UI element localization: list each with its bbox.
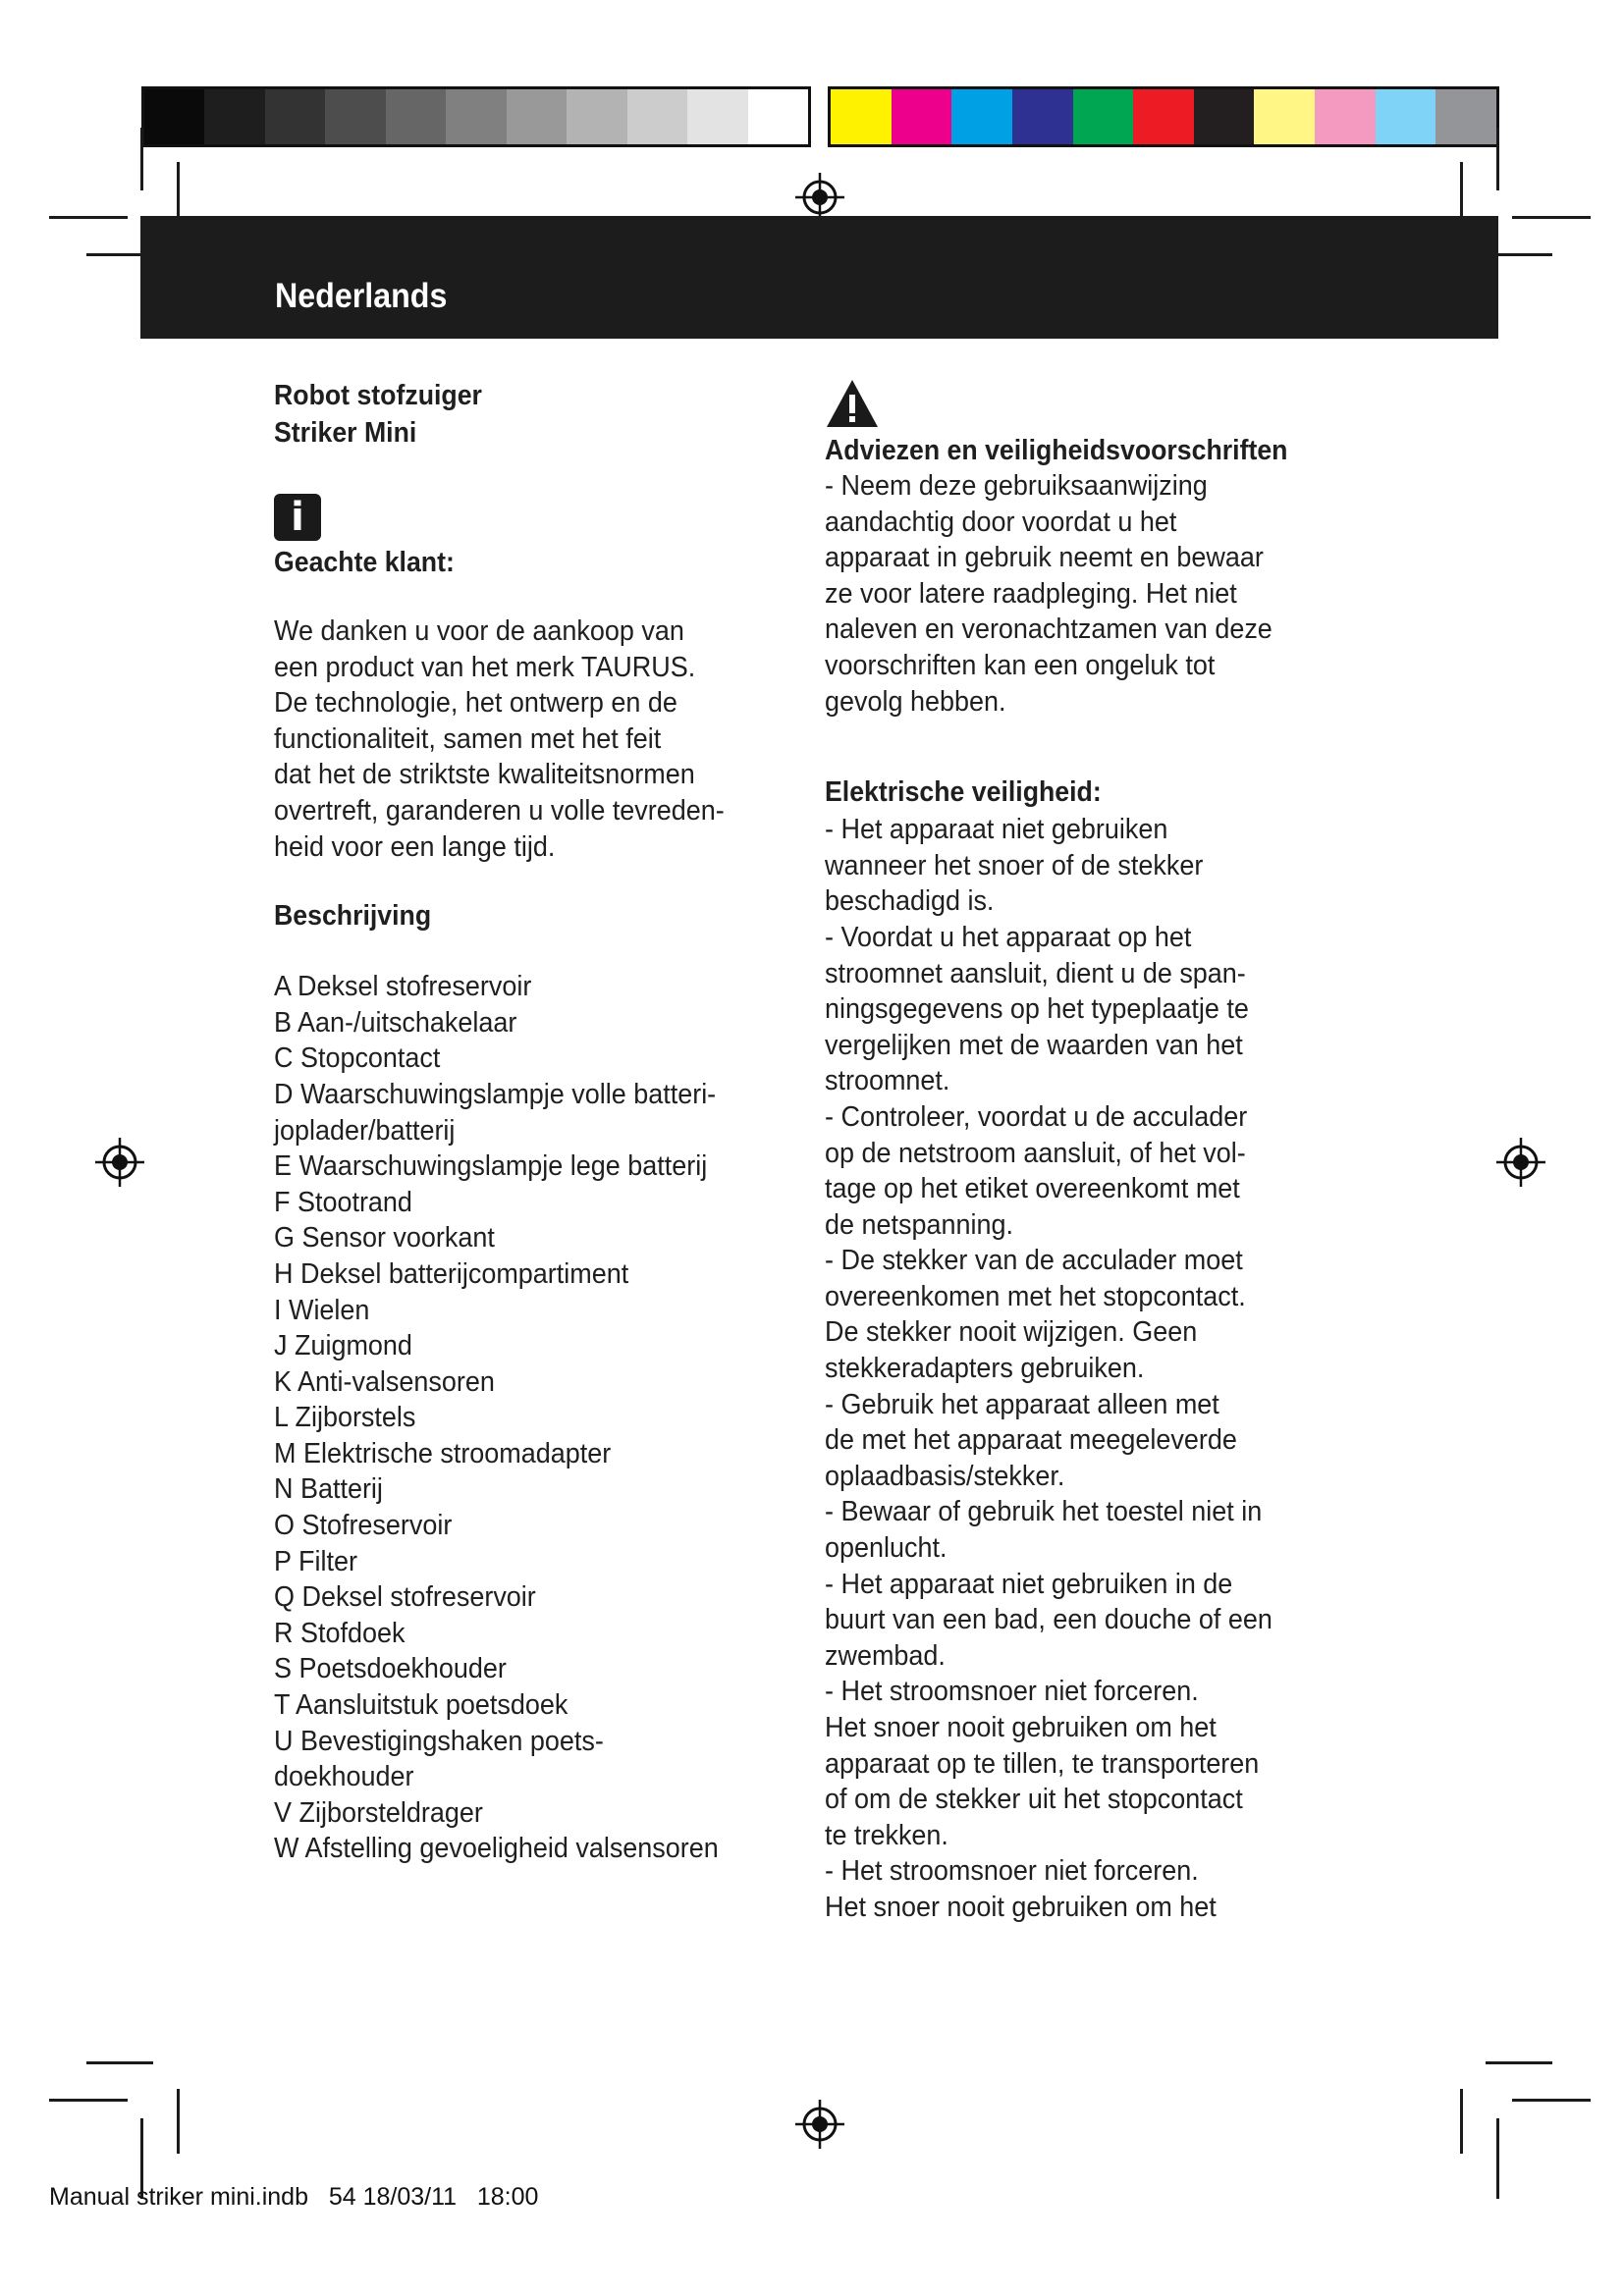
list-item: M Elektrische stroomadapter — [274, 1437, 612, 1469]
text-line: stekkeradapters gebruiken. — [825, 1353, 1145, 1385]
text-line: De stekker nooit wijzigen. Geen — [825, 1316, 1198, 1349]
crop-mark — [1512, 2099, 1591, 2102]
gray-swatch — [325, 89, 385, 144]
list-item: C Stopcontact — [274, 1042, 441, 1075]
text-line: We danken u voor de aankoop van — [274, 615, 684, 647]
text-line: functionaliteit, samen met het feit — [274, 722, 662, 755]
color-swatch — [892, 89, 952, 144]
list-item: N Batterij — [274, 1473, 383, 1506]
list-item: doekhouder — [274, 1761, 414, 1793]
intro-paragraph — [274, 614, 785, 865]
gray-swatch — [386, 89, 446, 144]
gray-swatch — [144, 89, 204, 144]
product-type: Robot stofzuiger — [274, 380, 482, 411]
language-title: Nederlands — [275, 277, 448, 315]
list-item: D Waarschuwingslampje volle batteri- — [274, 1078, 717, 1110]
text-line: gevolg hebben. — [825, 685, 1006, 718]
color-swatch — [831, 89, 892, 144]
crop-mark — [1460, 2089, 1463, 2154]
list-item: I Wielen — [274, 1294, 370, 1326]
color-calibration-bar — [828, 86, 1499, 147]
crop-mark — [177, 2089, 180, 2154]
list-item: L Zijborstels — [274, 1402, 416, 1434]
text-line: voorschriften kan een ongeluk tot — [825, 649, 1216, 681]
text-line: zwembad. — [825, 1639, 946, 1672]
text-line: overeenkomen met het stopcontact. — [825, 1280, 1246, 1312]
list-item: F Stootrand — [274, 1186, 412, 1218]
color-swatch — [1012, 89, 1073, 144]
text-line: ningsgegevens op het typeplaatje te — [825, 993, 1249, 1026]
gray-swatch — [748, 89, 808, 144]
text-line: aandachtig door voordat u het — [825, 506, 1177, 538]
color-swatch — [1254, 89, 1315, 144]
text-line: overtreft, garanderen u volle tevreden- — [274, 794, 725, 827]
list-item: K Anti-valsensoren — [274, 1365, 495, 1398]
warning-icon — [825, 378, 880, 429]
gray-swatch — [446, 89, 506, 144]
greeting-heading: Geachte klant: — [274, 547, 455, 578]
text-line: tage op het etiket overeenkomt met — [825, 1173, 1240, 1205]
list-item: E Waarschuwingslampje lege batterij — [274, 1150, 708, 1183]
crop-mark — [49, 2099, 128, 2102]
list-item: P Filter — [274, 1545, 357, 1577]
text-line: stroomnet aansluit, dient u de span- — [825, 957, 1246, 989]
color-swatch — [951, 89, 1012, 144]
language-header-band — [140, 216, 1498, 339]
text-line: oplaadbasis/stekker. — [825, 1460, 1065, 1492]
text-line: wanneer het snoer of de stekker — [825, 849, 1204, 881]
list-item: A Deksel stofreservoir — [274, 971, 532, 1003]
text-line: stroomnet. — [825, 1065, 950, 1097]
text-line: - Het apparaat niet gebruiken — [825, 814, 1168, 846]
text-line: op de netstroom aansluit, of het vol- — [825, 1137, 1246, 1169]
list-item: Q Deksel stofreservoir — [274, 1581, 536, 1614]
registration-mark-icon — [793, 2098, 846, 2151]
text-line: vergelijken met de waarden van het — [825, 1029, 1243, 1061]
grayscale-calibration-bar — [141, 86, 811, 147]
text-line: - Gebruik het apparaat alleen met — [825, 1388, 1219, 1420]
text-line: - Het apparaat niet gebruiken in de — [825, 1568, 1233, 1600]
text-line: - De stekker van de acculader moet — [825, 1245, 1243, 1277]
list-item: G Sensor voorkant — [274, 1222, 495, 1255]
list-item: S Poetsdoekhouder — [274, 1653, 507, 1685]
text-line: apparaat op te tillen, te transporteren — [825, 1747, 1260, 1780]
color-swatch — [1315, 89, 1376, 144]
list-item: J Zuigmond — [274, 1330, 412, 1362]
gray-swatch — [627, 89, 687, 144]
color-swatch — [1194, 89, 1255, 144]
crop-mark — [1496, 128, 1499, 190]
registration-mark-icon — [93, 1136, 146, 1189]
text-line: Het snoer nooit gebruiken om het — [825, 1712, 1217, 1743]
text-line: naleven en veronachtzamen van deze — [825, 614, 1272, 646]
parts-list — [274, 969, 785, 1867]
list-item: U Bevestigingshaken poets- — [274, 1725, 604, 1757]
text-line: heid voor een lange tijd. — [274, 830, 556, 863]
text-line: of om de stekker uit het stopcontact — [825, 1784, 1243, 1816]
info-icon: i — [274, 494, 321, 541]
list-item: T Aansluitstuk poetsdoek — [274, 1689, 568, 1722]
text-line: De technologie, het ontwerp en de — [274, 687, 677, 720]
crop-mark — [1496, 2118, 1499, 2199]
electric-safety-paragraph — [825, 812, 1335, 1925]
registration-mark-icon — [1494, 1136, 1547, 1189]
text-line: apparaat in gebruik neemt en bewaar — [825, 542, 1264, 574]
text-line: de met het apparaat meegeleverde — [825, 1424, 1237, 1457]
left-column — [274, 378, 785, 1867]
list-item: R Stofdoek — [274, 1617, 406, 1649]
text-line: beschadigd is. — [825, 885, 995, 918]
crop-mark — [86, 2061, 153, 2064]
gray-swatch — [687, 89, 747, 144]
text-line: een product van het merk TAURUS. — [274, 651, 696, 683]
print-slug: Manual striker mini.indb 54 18/03/11 18:00 — [49, 2183, 539, 2211]
safety-heading: Adviezen en veiligheidsvoorschriften — [825, 435, 1288, 466]
list-item: joplader/batterij — [274, 1114, 456, 1147]
text-line: te trekken. — [825, 1819, 948, 1851]
text-line: - Het stroomsnoer niet forceren. — [825, 1855, 1199, 1888]
text-line: - Neem deze gebruiksaanwijzing — [825, 470, 1208, 502]
list-item: B Aan-/uitschakelaar — [274, 1006, 517, 1039]
crop-mark — [49, 216, 128, 219]
text-line: - Voordat u het apparaat op het — [825, 921, 1192, 953]
gray-swatch — [567, 89, 626, 144]
text-line: - Het stroomsnoer niet forceren. — [825, 1676, 1199, 1708]
gray-swatch — [265, 89, 325, 144]
crop-mark — [1512, 216, 1591, 219]
color-swatch — [1133, 89, 1194, 144]
gray-swatch — [204, 89, 264, 144]
product-model: Striker Mini — [274, 417, 417, 449]
list-item: W Afstelling gevoeligheid valsensoren — [274, 1833, 719, 1865]
text-line: buurt van een bad, een douche of een — [825, 1604, 1272, 1636]
text-line: ze voor latere raadpleging. Het niet — [825, 577, 1237, 610]
color-swatch — [1073, 89, 1134, 144]
crop-mark — [140, 128, 143, 190]
gray-swatch — [507, 89, 567, 144]
color-swatch — [1376, 89, 1436, 144]
text-line: Het snoer nooit gebruiken om het — [825, 1891, 1217, 1923]
text-line: - Controleer, voordat u de acculader — [825, 1100, 1248, 1133]
text-line: - Bewaar of gebruik het toestel niet in — [825, 1496, 1263, 1528]
right-column — [825, 378, 1335, 1926]
list-item: O Stofreservoir — [274, 1510, 453, 1542]
color-swatch — [1435, 89, 1496, 144]
text-line: dat het de striktste kwaliteitsnormen — [274, 759, 695, 791]
safety-paragraph — [825, 468, 1335, 720]
text-line: de netspanning. — [825, 1208, 1013, 1241]
list-item: V Zijborsteldrager — [274, 1796, 483, 1829]
crop-mark — [1486, 2061, 1552, 2064]
text-line: openlucht. — [825, 1532, 947, 1565]
list-item: H Deksel batterijcompartiment — [274, 1257, 629, 1290]
electric-safety-heading: Elektrische veiligheid: — [825, 776, 1102, 809]
description-heading: Beschrijving — [274, 900, 432, 933]
